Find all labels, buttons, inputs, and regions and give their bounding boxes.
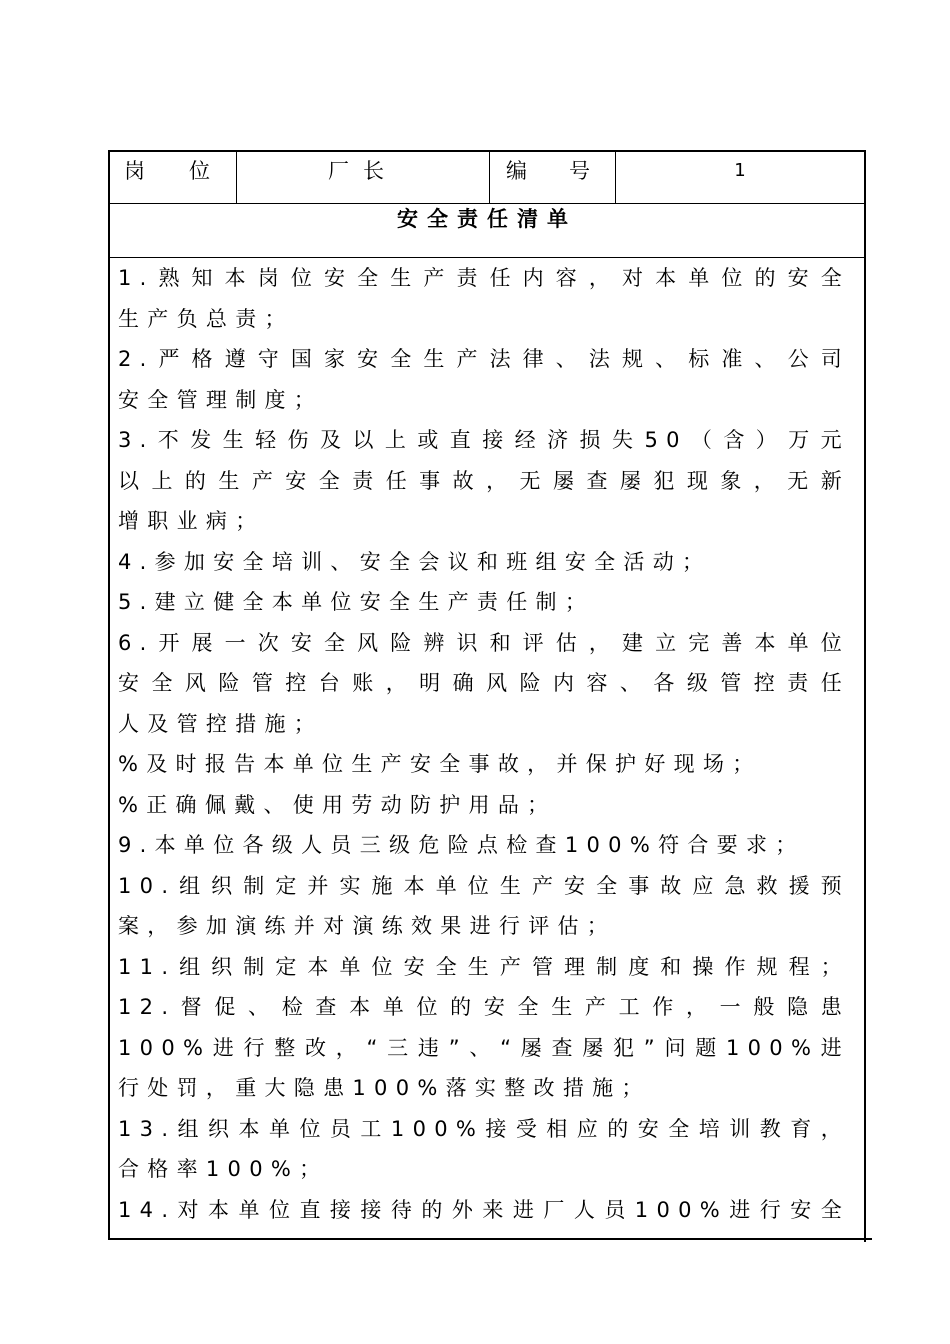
position-value: 厂长	[328, 159, 398, 183]
list-line: 1.熟知本岗位安全生产责任内容，对本单位的安全	[118, 266, 850, 290]
list-line: 生产负总责；	[118, 306, 294, 331]
list-line: 增职业病；	[118, 509, 265, 533]
list-title: 安全责任清单	[397, 207, 577, 231]
header-row	[110, 152, 864, 204]
list-line: 6.开展一次安全风险辨识和评估，建立完善本单位	[118, 630, 850, 655]
responsibility-list	[118, 258, 850, 1230]
list-line: 安全风险管控台账，明确风险内容、各级管控责任	[118, 671, 850, 695]
list-line: %正确佩戴、使用劳动防护用品；	[118, 792, 557, 817]
list-line: 3.不发生轻伤及以上或直接经济损失50（含）万元	[118, 428, 850, 452]
list-line: 人及管控措施；	[118, 711, 324, 736]
list-title-row	[110, 204, 864, 258]
list-line: 11.组织制定本单位安全生产管理制度和操作规程；	[118, 954, 850, 979]
list-line: 5.建立健全本单位安全生产责任制；	[118, 590, 595, 614]
list-line: 13.组织本单位员工100%接受相应的安全培训教育，	[118, 1116, 850, 1141]
position-label-cell	[110, 152, 237, 204]
list-line: 4.参加安全培训、安全会议和班组安全活动；	[118, 549, 712, 574]
list-line: 案，参加演练并对演练效果进行评估；	[118, 914, 617, 938]
list-line: 行处罚，重大隐患100%落实整改措施；	[118, 1076, 651, 1100]
position-value-cell	[237, 152, 490, 204]
table-edge-tick	[864, 1238, 872, 1240]
list-line: 2.严格遵守国家安全生产法律、法规、标准、公司	[118, 347, 850, 371]
list-line: 10.组织制定并实施本单位生产安全事故应急救援预	[118, 873, 850, 898]
list-line: 合格率100%；	[118, 1157, 329, 1181]
responsibility-table	[108, 150, 866, 1240]
list-line: 100%进行整改，“三违”、“屡查屡犯”问题100%进	[118, 1035, 850, 1060]
list-line: 14.对本单位直接接待的外来进厂人员100%进行安全	[118, 1197, 850, 1222]
list-line: %及时报告本单位生产安全事故，并保护好现场；	[118, 752, 762, 776]
number-label-char-2: 号	[569, 159, 592, 183]
list-line: 12.督促、检查本单位的安全生产工作，一般隐患	[118, 995, 850, 1019]
number-label-char-1: 编	[506, 159, 529, 183]
list-line: 以上的生产安全责任事故，无屡查屡犯现象，无新	[118, 468, 850, 493]
number-label-cell	[490, 152, 616, 204]
position-label-char-2: 位	[189, 159, 212, 183]
list-line: 安全管理制度；	[118, 387, 324, 412]
number-value-cell	[616, 152, 866, 204]
number-value: 1	[734, 160, 748, 181]
list-line: 9.本单位各级人员三级危险点检查100%符合要求；	[118, 833, 805, 857]
position-label-char-1: 岗	[124, 159, 147, 183]
